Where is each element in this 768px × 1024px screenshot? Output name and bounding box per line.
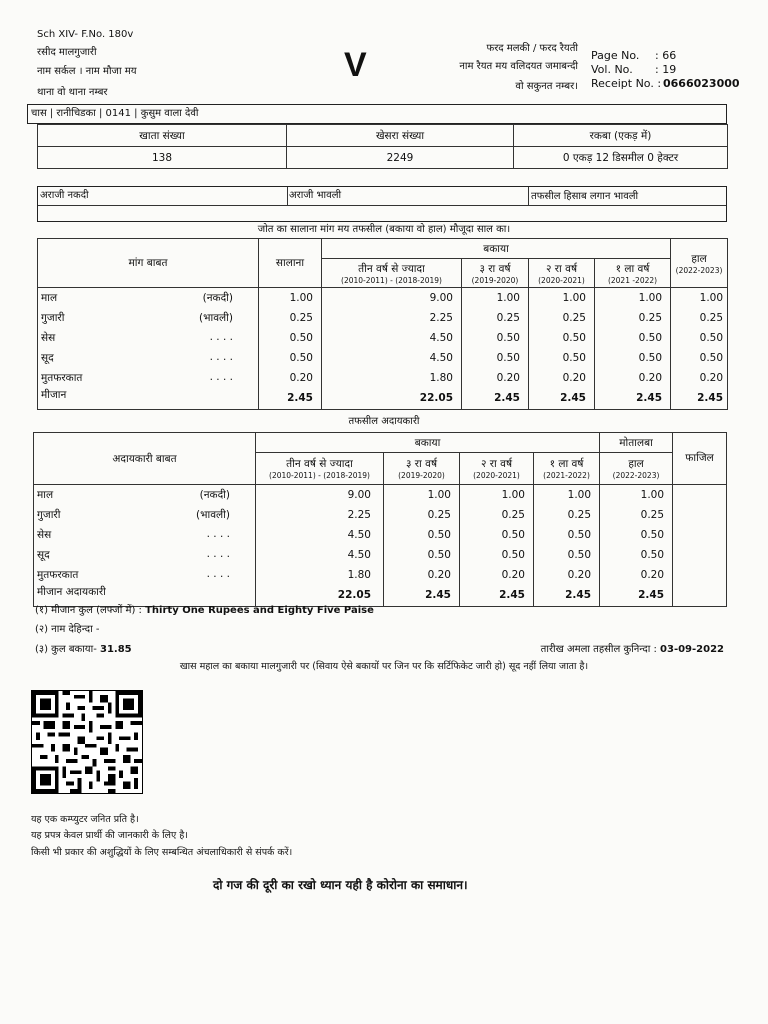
table-row: मुतफरकात . . . . 1.80 0.20 0.20 0.20 0.20 bbox=[34, 565, 727, 585]
page-no-label: Page No. bbox=[591, 49, 640, 62]
araji-bhawli: अराजी भावली bbox=[289, 190, 342, 201]
receipt-no-label: Receipt No. : bbox=[591, 77, 662, 90]
araji-box bbox=[37, 186, 727, 222]
schedule-number: Sch XIV- F.No. 180v bbox=[37, 29, 134, 40]
khata-header: खाता संख्या bbox=[38, 125, 287, 147]
payment-period-3: १ ला वर्ष (2021-2022) bbox=[534, 453, 600, 485]
demand-hal-head: हाल (2022-2023) bbox=[671, 239, 728, 288]
demand-bakaya-head: बकाया bbox=[322, 239, 671, 259]
footer-line-3: किसी भी प्रकार की अशुद्धियों के लिए सम्बन्धित अंचलाधिकारी से संपर्क करें। bbox=[31, 847, 293, 858]
payment-period-2: २ रा वर्ष (2020-2021) bbox=[460, 453, 534, 485]
tafsil-hisab: तफसील हिसाब लगान भावली bbox=[531, 191, 639, 202]
table-row: गुजारी (भावली) 2.25 0.25 0.25 0.25 0.25 bbox=[34, 505, 727, 525]
rakba-value: 0 एकड़ 12 डिसमील 0 हेक्टर bbox=[514, 147, 728, 169]
table-row: सूद . . . . 4.50 0.50 0.50 0.50 0.50 bbox=[34, 545, 727, 565]
thana-label: थाना वो थाना नम्बर bbox=[37, 87, 108, 98]
bakaya-note: खास महाल का बकाया मालगुजारी पर (सिवाय ऐसे बकायों पर जिन पर कि सर्टिफिकेट जारी हो) सूद नहीं लिया जाता है। bbox=[179, 661, 589, 672]
payment-bakaya-head: बकाया bbox=[256, 433, 600, 453]
land-table bbox=[37, 124, 728, 169]
payment-period-0: तीन वर्ष से ज्यादा (2010-2011) - (2018-2019) bbox=[256, 453, 384, 485]
table-row: माल (नकदी) 9.00 1.00 1.00 1.00 1.00 bbox=[34, 485, 727, 505]
receipt-no-value: 0666023000 bbox=[663, 77, 740, 90]
table-row: माल (नकदी) 1.00 9.00 1.00 1.00 1.00 1.00 bbox=[38, 288, 728, 308]
khesra-value: 2249 bbox=[287, 147, 514, 169]
payment-col-head: अदायकारी बाबत bbox=[34, 433, 256, 485]
circle-mauza-label: नाम सर्कल । नाम मौजा मय bbox=[37, 66, 137, 77]
araji-nakdi: अराजी नकदी bbox=[40, 190, 89, 201]
form-letter: V bbox=[344, 46, 367, 84]
rakba-header: रकबा (एकड़ में) bbox=[514, 125, 728, 147]
kul-bakaya: (३) कुल बकाया- 31.85 bbox=[35, 644, 132, 655]
table-row: सेस . . . . 4.50 0.50 0.50 0.50 0.50 bbox=[34, 525, 727, 545]
table-row-total: मीजान 2.45 22.05 2.45 2.45 2.45 2.45 bbox=[38, 388, 728, 410]
tarikh: तारीख अमला तहसील कुनिन्दा : 03-09-2022 bbox=[540, 644, 724, 655]
demand-period-1: ३ रा वर्ष (2019-2020) bbox=[462, 259, 529, 288]
footer-line-1: यह एक कम्प्युटर जनित प्रति है। bbox=[31, 814, 139, 825]
payment-fazil-head: फाजिल bbox=[673, 433, 727, 485]
owner-box bbox=[27, 104, 727, 124]
naam-dehinda: (२) नाम देहिन्दा - bbox=[35, 624, 100, 635]
khesra-header: खेसरा संख्या bbox=[287, 125, 514, 147]
sakunat-label: वो सकुनत नम्बर। bbox=[515, 81, 578, 92]
page-no-value: : 66 bbox=[655, 49, 677, 62]
demand-col-head: मांग बाबत bbox=[38, 239, 259, 288]
demand-table bbox=[37, 238, 728, 410]
table-row: गुजारी (भावली) 0.25 2.25 0.25 0.25 0.25 0.25 bbox=[38, 308, 728, 328]
payment-table bbox=[33, 432, 727, 607]
footer-line-2: यह प्रपत्र केवल प्रार्थी की जानकारी के लिए है। bbox=[31, 830, 188, 841]
demand-title: जोत का सालाना मांग मय तफसील (बकाया वो हाल) मौजूदा साल का। bbox=[257, 224, 511, 235]
demand-period-2: २ रा वर्ष (2020-2021) bbox=[529, 259, 595, 288]
demand-period-3: १ ला वर्ष (2021 -2022) bbox=[595, 259, 671, 288]
vol-no-label: Vol. No. bbox=[591, 63, 633, 76]
demand-salana-head: सालाना bbox=[259, 239, 322, 288]
corona-slogan: दो गज की दूरी का रखो ध्यान यही है कोरोना का समाधान। bbox=[213, 878, 468, 892]
qr-code bbox=[31, 690, 143, 794]
payment-title: तफसील अदायकारी bbox=[348, 416, 420, 427]
rasid-label: रसीद मालगुजारी bbox=[37, 47, 97, 58]
demand-period-0: तीन वर्ष से ज्यादा (2010-2011) - (2018-2019) bbox=[322, 259, 462, 288]
raiyat-label: नाम रैयत मय वलिदयत जमाबन्दी bbox=[459, 61, 578, 72]
table-row: मुतफरकात . . . . 0.20 1.80 0.20 0.20 0.20 0.20 bbox=[38, 368, 728, 388]
payment-period-1: ३ रा वर्ष (2019-2020) bbox=[384, 453, 460, 485]
mizan-kul: (१) मीजान कुल (लफ्जों में) : Thirty One Rupees and Eighty Five Paise bbox=[35, 605, 374, 616]
table-row: सूद . . . . 0.50 4.50 0.50 0.50 0.50 0.50 bbox=[38, 348, 728, 368]
khata-value: 138 bbox=[38, 147, 287, 169]
fard-label: फरद मलकी / फरद रैयती bbox=[486, 43, 578, 54]
vol-no-value: : 19 bbox=[655, 63, 677, 76]
table-row: सेस . . . . 0.50 4.50 0.50 0.50 0.50 0.50 bbox=[38, 328, 728, 348]
owner-line: चास | रानीचिडका | 0141 | कुसुम वाला देवी bbox=[31, 108, 199, 119]
payment-motalba-head: मोतालबा bbox=[600, 433, 673, 453]
table-row-total: मीजान अदायकारी 22.05 2.45 2.45 2.45 2.45 bbox=[34, 585, 727, 607]
payment-hal-head: हाल (2022-2023) bbox=[600, 453, 673, 485]
